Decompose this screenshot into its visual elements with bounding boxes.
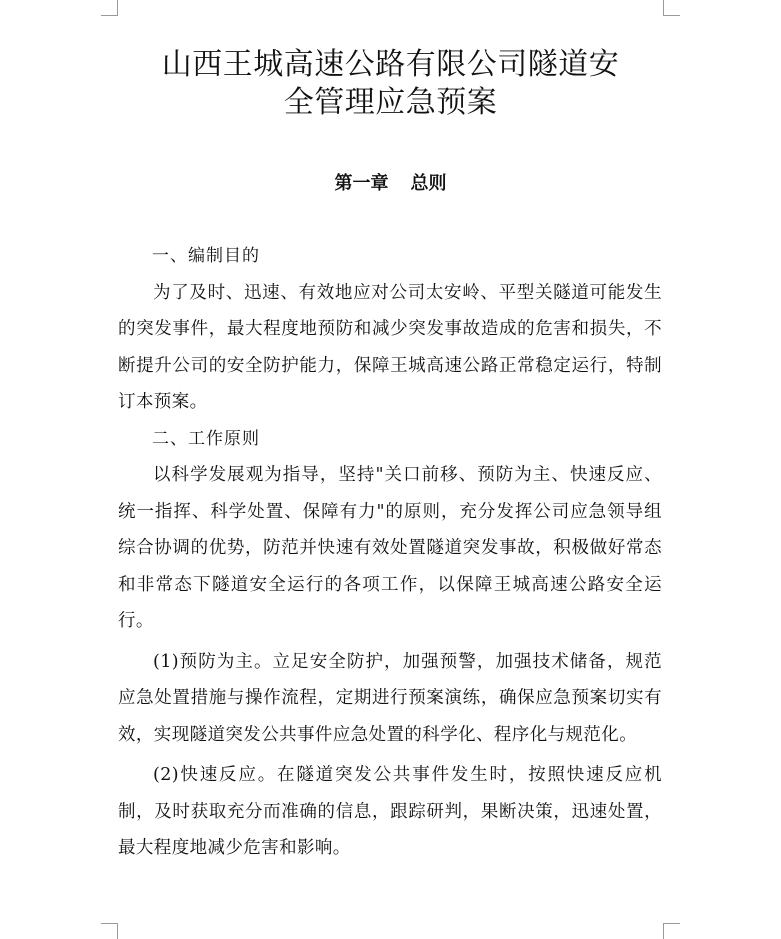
crop-mark-bottom-left-h	[101, 923, 117, 924]
chapter-heading	[0, 170, 781, 198]
crop-mark-bottom-right-h	[664, 923, 680, 924]
principle-rapid-response: (2)快速反应。在隧道突发公共事件发生时，按照快速反应机制，及时获取充分而准确的信息，跟踪研判，果断决策，迅速处置，最大程度地减少危害和影响。	[118, 765, 662, 858]
chapter-name: 总则	[410, 173, 447, 194]
section-paragraph-principles: 以科学发展观为指导，坚持"关口前移、预防为主、快速反应、统一指挥、科学处置、保障有力"的原则，充分发挥公司应急领导组综合协调的优势，防范并快速有效处置隧道突发事故，积极做好常态和非常态下隧道安全运行的各项工作，以保障王城高速公路安全运行。	[118, 465, 662, 631]
document-body	[118, 238, 662, 867]
crop-mark-top-right-h	[664, 15, 680, 16]
document-title	[100, 46, 681, 122]
chapter-label: 第一章	[334, 173, 389, 194]
section-heading-purpose: 一、编制目的	[152, 246, 260, 266]
principle-prevention: (1)预防为主。立足安全防护，加强预警，加强技术储备，规范应急处置措施与操作流程，定期进行预案演练，确保应急预案切实有效，实现隧道突发公共事件应急处置的科学化、程序化与规范化。	[118, 651, 662, 745]
document-title-line1: 山西王城高速公路有限公司隧道安	[161, 47, 620, 82]
crop-mark-bottom-left	[117, 923, 118, 939]
crop-mark-top-right	[663, 0, 664, 16]
crop-mark-top-left-h	[101, 15, 117, 16]
section-heading-principles: 二、工作原则	[152, 428, 260, 449]
section-paragraph-purpose: 为了及时、迅速、有效地应对公司太安岭、平型关隧道可能发生的突发事件，最大程度地预防和减少突发事故造成的危害和损失，不断提升公司的安全防护能力，保障王城高速公路正常稳定运行，特制订本预案。	[118, 282, 662, 412]
crop-mark-bottom-right	[663, 923, 664, 939]
crop-mark-top-left	[117, 0, 118, 16]
document-title-line2: 全管理应急预案	[283, 85, 498, 120]
